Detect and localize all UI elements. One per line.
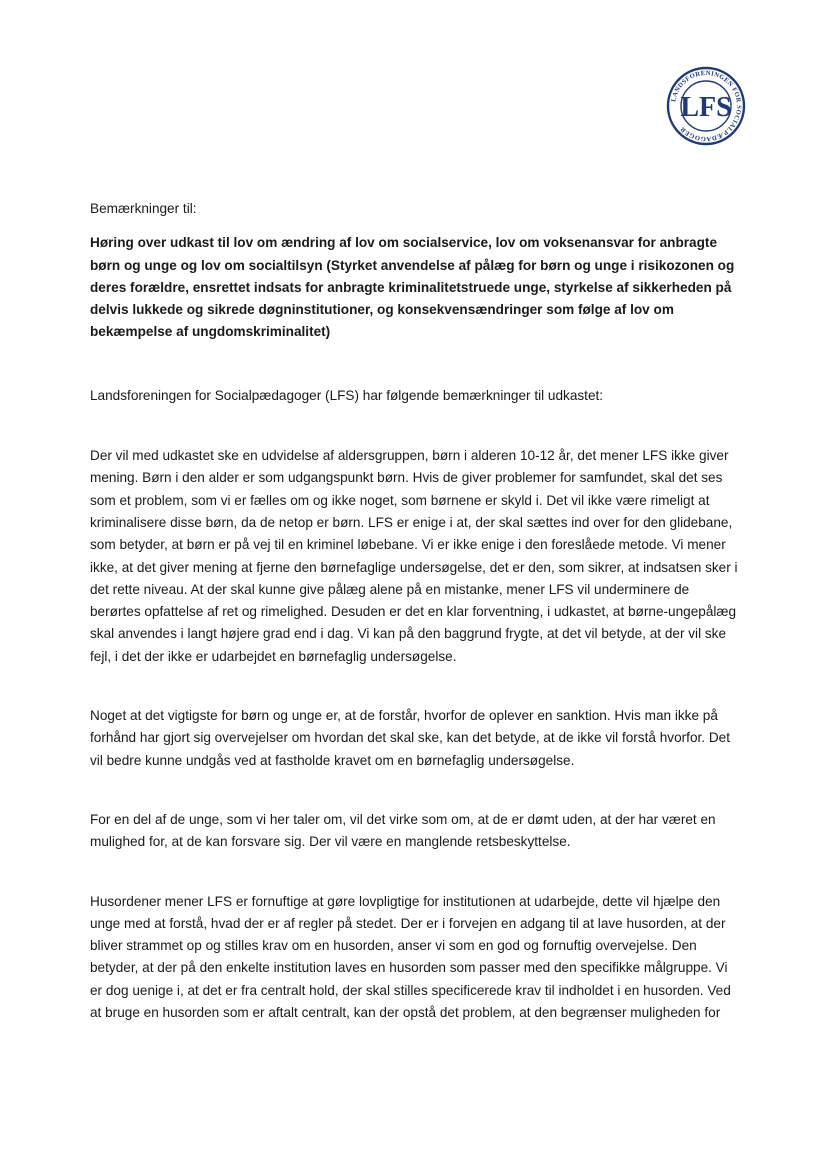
document-body (90, 198, 738, 1024)
lfs-seal-logo (666, 66, 746, 146)
seal-ring-text: LANDSFORENINGEN FOR SOCIALPÆDAGOGER (670, 69, 743, 143)
hearing-subject: Høring over udkast til lov om ændring af lov om socialservice, lov om voksenansvar for anbragte børn og unge og lov om socialtilsyn (Styrket anvendelse af pålæg for børn og unge i risikozonen og deres forældre, ensrettet indsats for anbragte kriminalitetstruede unge, styrkelse af sikkerheden på delvis lukkede og sikrede døgninstitutioner, og konsekvensændringer som følge af lov om bekæmpelse af ungdomskriminalitet) (90, 235, 735, 340)
paragraph-legal-protection: For en del af de unge, som vi her taler om, vil det virke som om, at de er dømt uden, at der har været en mulighed for, at de kan forsvare sig. Der vil være en manglende retsbeskyttelse. (90, 811, 716, 850)
paragraph-understanding-sanction: Noget at det vigtigste for børn og unge er, at de forstår, hvorfor de oplever en sanktion. Hvis man ikke på forhånd har gjort sig overvejelser om hvordan det skal ske, kan det betyde, at de ikke vil forstå hvorfor. Det vil bedre kunne undgås ved at fastholde kravet om en børnefaglig undersøgelse. (90, 708, 730, 768)
paragraph-age-group: Der vil med udkastet ske en udvidelse af aldersgruppen, børn i alderen 10-12 år, det mener LFS ikke giver mening. Børn i den alder er som udgangspunkt børn. Hvis de giver problemer for samfundet, skal det ses som et problem, som vi er fælles om og ikke noget, som børnene er skyld i. Det vil ikke være rimeligt at kriminalisere disse børn, da de netop er børn. LFS er enige i at, der skal sættes ind over for den glidebane, som betyder, at børn er på vej til en kriminel løbebane. Vi er ikke enige i den foreslåede metode. Vi mener ikke, at det giver mening at fjerne den børnefaglige undersøgelse, det er den, som sikrer, at indsatsen sker i det rette niveau. At der skal kunne give pålæg alene på en mistanke, mener LFS vil underminere de berørtes opfattelse af ret og rimelighed. Desuden er det en klar forventning, i udkastet, at børne-ungepålæg skal anvendes i langt højere grad end i dag. Vi kan på den baggrund frygte, at det vil betyde, at der vil ske fejl, i det der ikke er udarbejdet en børnefaglig undersøgelse. (90, 448, 738, 664)
seal-monogram: LFS (680, 92, 732, 123)
intro-paragraph: Landsforeningen for Socialpædagoger (LFS) har følgende bemærkninger til udkastet: (90, 387, 604, 403)
paragraph-house-rules: Husordener mener LFS er fornuftige at gøre lovpligtige for institutionen at udarbejde, dette vil hjælpe den unge med at forstå, hvad der er af regler på stedet. Der er i forvejen en adgang til at lave husorden, at der bliver strammet op og stilles krav om en husorden, anser vi som en god og fornuftig overvejelse. Den betyder, at der på den enkelte institution laves en husorden som passer med den specifikke målgruppe. Vi er dog uenige i, at det er fra centralt hold, der skal stilles specificerede krav til indholdet i en husorden. Ved at bruge en husorden som er aftalt centralt, kan der opstå det problem, at den begrænser muligheden for (90, 893, 731, 1021)
remarks-label: Bemærkninger til: (90, 201, 197, 216)
